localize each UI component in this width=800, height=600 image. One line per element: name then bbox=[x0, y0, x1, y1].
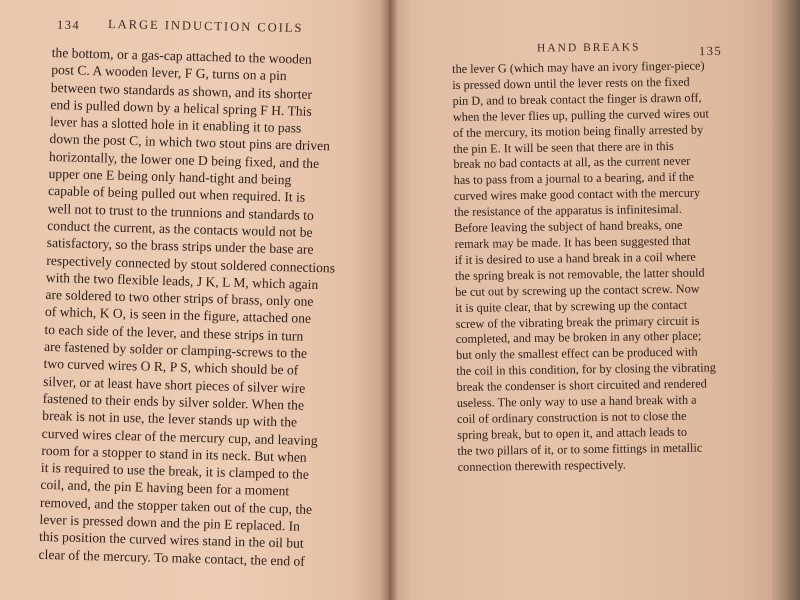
text-line: the resistance of the apparatus is infinitesimal. bbox=[453, 201, 682, 220]
text-line: conduct the current, as the contacts would not be bbox=[47, 217, 313, 240]
text-line: curved wires make good contact with the mercury bbox=[453, 185, 701, 204]
text-line: upper one E being only hand-tight and being bbox=[48, 166, 292, 188]
text-line: clear of the mercury. To make contact, the end of bbox=[38, 546, 306, 569]
text-line: the pin E. It will be seen that there are in this bbox=[453, 138, 674, 156]
right-running-head: HAND BREAKS bbox=[536, 41, 641, 55]
right-page-number: 135 bbox=[698, 43, 723, 59]
text-line: the coil in this condition, for by closing the vibrating bbox=[456, 360, 716, 379]
text-line: respectively connected by stout soldered connections bbox=[46, 252, 336, 276]
text-line: is pressed down until the lever rests on the fixed bbox=[452, 74, 690, 92]
text-line: well not to trust to the trunnions and standards to bbox=[47, 200, 314, 223]
text-line: connection therewith respectively. bbox=[457, 457, 626, 474]
left-body-text bbox=[38, 44, 347, 570]
text-line: satisfactory, so the brass strips under the base are bbox=[46, 235, 314, 258]
book-gutter bbox=[380, 0, 398, 600]
text-line: are soldered to two other strips of brass, only one bbox=[45, 287, 314, 310]
text-line: coil of ordinary construction is not to close the bbox=[456, 408, 687, 426]
left-page-number: 134 bbox=[56, 17, 81, 33]
text-line: break is not in use, the lever stands up with the bbox=[42, 408, 298, 430]
text-line: when the lever flies up, pulling the curved wires out bbox=[452, 106, 709, 124]
right-body-text bbox=[452, 58, 754, 476]
text-line: if it is desired to use a hand break in a coil where bbox=[454, 249, 696, 267]
text-line: coil, and, the pin E having been for a moment bbox=[40, 477, 290, 499]
text-line: break no bad contacts at all, as the current never bbox=[453, 154, 691, 172]
text-line: but only the smallest effect can be produced with bbox=[455, 344, 698, 363]
text-line: the spring break is not removable, the latter should bbox=[454, 265, 705, 283]
text-line: spring break, but to open it, and attach leads to bbox=[457, 424, 688, 442]
text-line: this position the curved wires stand in the oil but bbox=[38, 529, 304, 552]
page-edge bbox=[772, 0, 800, 600]
text-line: be cut out by screwing up the contact screw. Now bbox=[455, 281, 700, 299]
text-line: Before leaving the subject of hand breaks, one bbox=[454, 217, 683, 236]
text-line: end is pulled down by a helical spring F H. This bbox=[50, 96, 312, 119]
text-line: the bottom, or a gas-cap attached to the wooden bbox=[51, 44, 312, 67]
text-line: with the two flexible leads, J K, L M, which again bbox=[45, 269, 319, 292]
text-line: are fastened by solder or clamping-screws to the bbox=[43, 338, 308, 361]
text-line: it is required to use the break, it is clamped to the bbox=[40, 459, 310, 482]
text-line: lever is pressed down and the pin E replaced. In bbox=[39, 511, 301, 534]
text-line: removed, and the stopper taken out of the cup, the bbox=[39, 494, 313, 517]
text-line: completed, and may be broken in any other place; bbox=[455, 328, 702, 347]
left-running-head: LARGE INDUCTION COILS bbox=[107, 16, 304, 36]
text-line: lever has a slotted hole in it enabling it to pass bbox=[49, 114, 302, 136]
text-line: fastened to their ends by silver solder. When the bbox=[42, 390, 305, 413]
text-line: down the post C, in which two stout pins are driven bbox=[49, 131, 331, 154]
text-line: silver, or at least have short pieces of silver wire bbox=[42, 373, 306, 396]
text-line: curved wires clear of the mercury cup, and leaving bbox=[41, 425, 318, 448]
text-line: it is quite clear, that by screwing up the contact bbox=[455, 297, 688, 315]
text-line: capable of being pulled out when required. It is bbox=[47, 183, 306, 206]
text-line: room for a stopper to stand in its neck. But when bbox=[41, 442, 307, 465]
text-line: between two standards as shown, and its shorter bbox=[50, 79, 313, 102]
text-line: the lever G (which may have an ivory finger-piece) bbox=[452, 58, 705, 76]
text-line: to each side of the lever, and these strips in turn bbox=[44, 321, 304, 344]
text-line: screw of the vibrating break the primary circuit is bbox=[455, 313, 700, 331]
text-line: of the mercury, its motion being finally arrested by bbox=[452, 122, 704, 140]
text-line: the two pillars of it, or to some fittings in metallic bbox=[457, 440, 703, 458]
text-line: remark may be made. It has been suggested that bbox=[454, 233, 691, 251]
text-line: pin D, and to break contact the finger is drawn off, bbox=[452, 90, 702, 108]
text-line: post C. A wooden lever, F G, turns on a pin bbox=[51, 62, 287, 84]
text-line: of which, K O, is seen in the figure, attached one bbox=[44, 304, 312, 327]
text-line: two curved wires O R, P S, which should be of bbox=[43, 356, 299, 378]
text-line: break the condenser is short circuited and rendered bbox=[456, 376, 707, 395]
text-line: horizontally, the lower one D being fixed, and the bbox=[48, 148, 320, 171]
text-line: useless. The only way to use a hand break with a bbox=[456, 392, 697, 410]
text-line: has to pass from a journal to a bearing, and if the bbox=[453, 169, 695, 188]
